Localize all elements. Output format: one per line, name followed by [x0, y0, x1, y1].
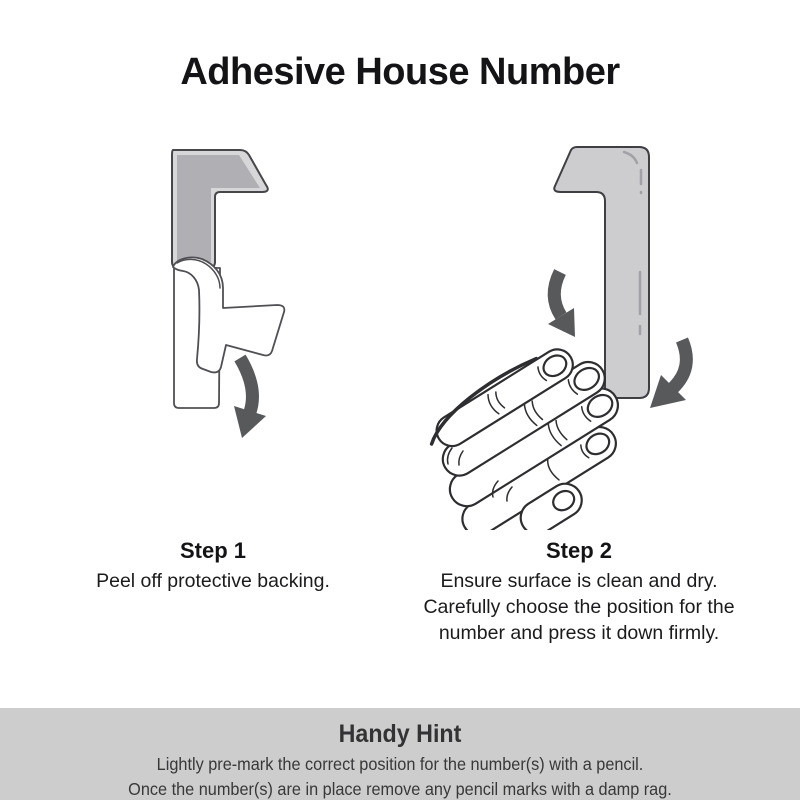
- press-down-arrow-icon: [548, 272, 575, 337]
- step2-line: Ensure surface is clean and dry.: [440, 570, 718, 592]
- step1-caption: [53, 538, 373, 594]
- number-back-adhesive: [177, 155, 260, 262]
- step1-heading: Step 1: [179, 538, 247, 563]
- adhesive-number-back: [172, 150, 268, 267]
- step2-heading: Step 2: [545, 538, 613, 563]
- step2-caption: [399, 538, 759, 646]
- handy-hint-bar: [0, 708, 800, 800]
- handy-hint-content: [28, 708, 772, 800]
- press-side-arrow-icon: [650, 340, 686, 408]
- step1-illustration: [120, 140, 320, 480]
- handy-hint-line: Lightly pre-mark the correct position for the number(s) with a pencil.: [156, 754, 644, 774]
- handy-hint-heading: Handy Hint: [338, 720, 462, 748]
- step2-illustration: [420, 130, 720, 530]
- page-title: Adhesive House Number: [180, 51, 620, 94]
- step1-line: Peel off protective backing.: [96, 570, 330, 592]
- handy-hint-line: Once the number(s) are in place remove any pencil marks with a damp rag.: [128, 779, 672, 799]
- step2-line: Carefully choose the position for the: [423, 596, 735, 618]
- step2-line: number and press it down firmly.: [438, 622, 720, 644]
- peel-arrow-icon: [234, 358, 266, 438]
- protective-backing: [173, 257, 284, 408]
